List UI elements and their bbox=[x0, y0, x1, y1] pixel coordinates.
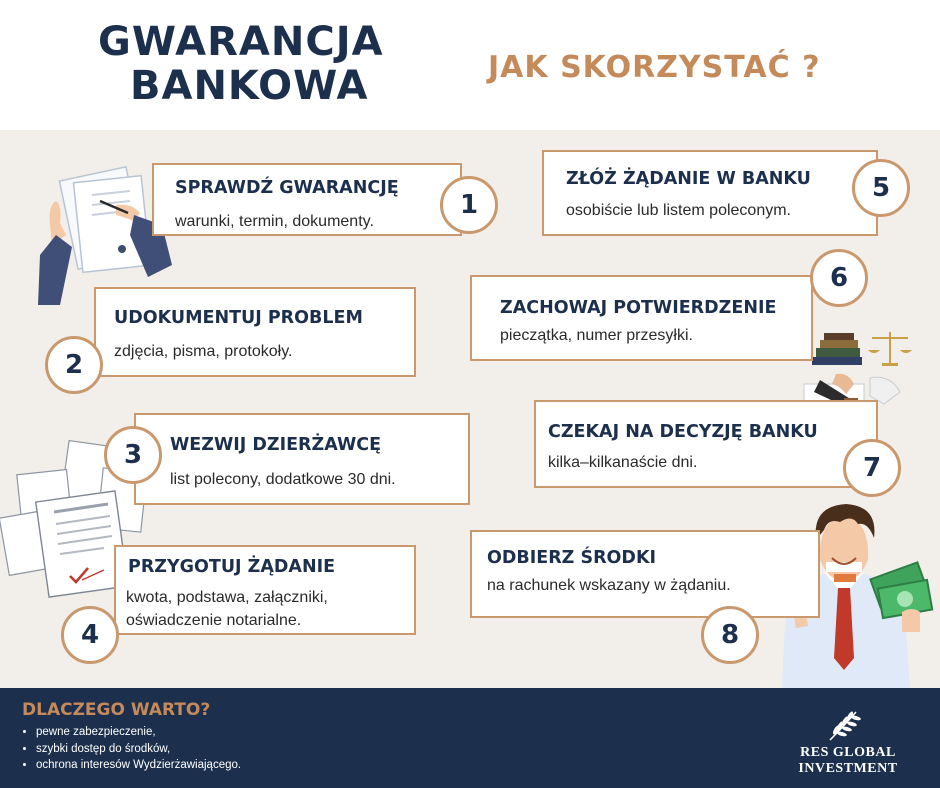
footer-title: DLACZEGO WARTO? bbox=[22, 700, 211, 720]
branch-icon bbox=[826, 708, 862, 742]
step-6-text: pieczątka, numer przesyłki. bbox=[500, 327, 693, 344]
step-5-number: 5 bbox=[852, 159, 910, 217]
step-4-number: 4 bbox=[61, 606, 119, 664]
step-2-text: zdjęcia, pisma, protokoły. bbox=[114, 343, 293, 360]
step-5-card bbox=[542, 150, 878, 236]
step-3-title: WEZWIJ DZIERŻAWCĘ bbox=[170, 435, 382, 455]
logo-line-1: RES GLOBAL bbox=[800, 745, 896, 760]
step-4-text-line-1: kwota, podstawa, załączniki, bbox=[126, 589, 328, 606]
step-4-text-line-2: oświadczenie notarialne. bbox=[126, 612, 302, 629]
benefit-item: • pewne zabezpieczenie, bbox=[36, 724, 241, 741]
step-2-number: 2 bbox=[45, 336, 103, 394]
step-1-title: SPRAWDŹ GWARANCJĘ bbox=[175, 178, 399, 198]
logo-line-2: INVESTMENT bbox=[798, 761, 898, 776]
step-8-number: 8 bbox=[701, 606, 759, 664]
step-1-number: 1 bbox=[440, 176, 498, 234]
company-logo bbox=[790, 745, 906, 777]
title-line-2: BANKOWA bbox=[130, 63, 369, 109]
title-line-1: GWARANCJA bbox=[98, 19, 384, 65]
step-2-title: UDOKUMENTUJ PROBLEM bbox=[114, 308, 363, 328]
step-7-number: 7 bbox=[843, 439, 901, 497]
books-scales-illustration bbox=[806, 324, 916, 369]
step-4-title: PRZYGOTUJ ŻĄDANIE bbox=[128, 557, 336, 577]
step-7-text: kilka–kilkanaście dni. bbox=[548, 454, 698, 471]
step-8-text: na rachunek wskazany w żądaniu. bbox=[487, 577, 731, 594]
step-2-card bbox=[94, 287, 416, 377]
step-7-title: CZEKAJ NA DECYZJĘ BANKU bbox=[548, 422, 818, 442]
step-6-title: ZACHOWAJ POTWIERDZENIE bbox=[500, 298, 777, 318]
step-5-title: ZŁÓŻ ŻĄDANIE W BANKU bbox=[566, 169, 811, 189]
step-1-text: warunki, termin, dokumenty. bbox=[175, 213, 374, 230]
benefits-list bbox=[22, 724, 241, 774]
page-subtitle: JAK SKORZYSTAĆ ? bbox=[488, 50, 821, 85]
step-6-number: 6 bbox=[810, 249, 868, 307]
step-3-text: list polecony, dodatkowe 30 dni. bbox=[170, 471, 396, 488]
step-7-card bbox=[534, 400, 878, 488]
benefit-item: • ochrona interesów Wydzierżawiającego. bbox=[36, 757, 241, 774]
step-5-text: osobiście lub listem poleconym. bbox=[566, 202, 791, 219]
benefit-item: • szybki dostęp do środków, bbox=[36, 741, 241, 758]
page-title bbox=[98, 20, 384, 108]
step-3-card bbox=[134, 413, 470, 505]
step-8-card bbox=[470, 530, 820, 618]
step-8-title: ODBIERZ ŚRODKI bbox=[487, 548, 657, 568]
step-3-number: 3 bbox=[104, 426, 162, 484]
step-4-card bbox=[114, 545, 416, 635]
header bbox=[0, 0, 940, 130]
step-1-card bbox=[152, 163, 462, 236]
step-6-card bbox=[470, 275, 813, 361]
